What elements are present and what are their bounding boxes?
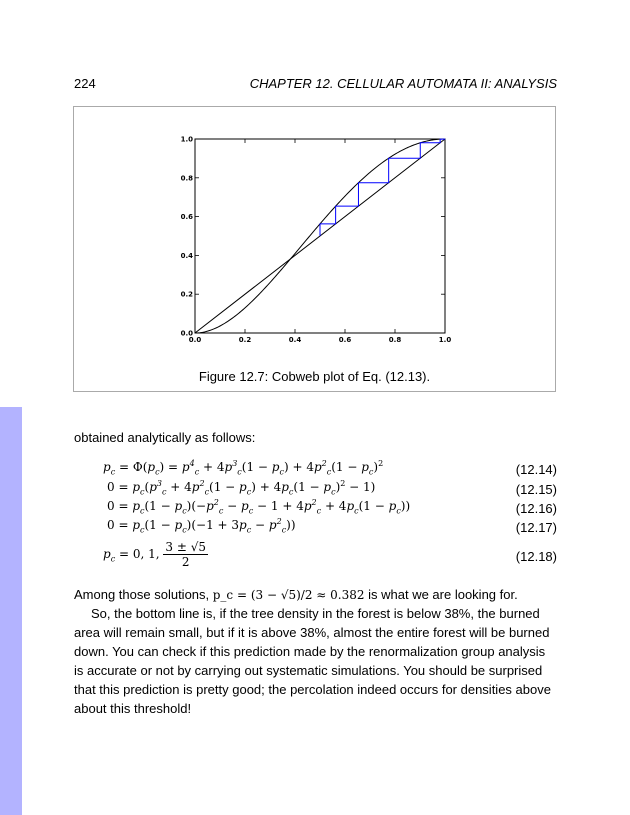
figure (73, 106, 556, 392)
equation-12-18: $p_c = 0$, 1, $\frac{3 \pm √5}{2}$ (103, 540, 206, 569)
equation-12-14: $p_c = \Phi(p_c) = p^4_c + 4p^3_c(1 - p_c) + 4p^2_c(1 - p_c)^2$ (103, 459, 384, 477)
y-tick-label: 0.4 (180, 251, 193, 260)
fraction-numerator: 3 ± √5 (165, 540, 206, 554)
solution-math: p_c = (3 − √5)/2 ≈ 0.382 (212, 588, 365, 602)
page-number: 224 (74, 76, 96, 91)
solution-sentence (74, 585, 558, 605)
fraction (163, 540, 208, 569)
equation-number: (12.15) (515, 482, 557, 497)
sidebar-strip (0, 407, 22, 815)
x-tick-label: 0.2 (238, 336, 252, 344)
x-tick-label: 0.4 (288, 336, 302, 344)
equation-12-17: $0 = p_c(1 - p_c)(-1 + 3p_c - p^2_c)$) (107, 517, 296, 535)
y-tick-label: 0.0 (180, 329, 193, 338)
x-tick-label: 0.6 (338, 336, 352, 344)
chapter-title: CHAPTER 12. CELLULAR AUTOMATA II: ANALYSIS (249, 76, 557, 91)
equation-number: (12.14) (515, 462, 557, 477)
y-tick-label: 0.2 (180, 290, 193, 299)
x-tick-label: 0.0 (188, 336, 202, 344)
fraction-denominator: 2 (181, 555, 190, 569)
conclusion-paragraph: So, the bottom line is, if the tree density in the forest is below 38%, the burned area will remain small, but if it is above 38%, almost the entire forest will be burned down. You can check if this prediction made by the renormalization group analysis is accurate or not by carrying out systematic simulations. You should be surprised that this prediction is pretty good; the percolation indeed occurs for densities above about this threshold! (74, 606, 551, 716)
equation-number: (12.16) (515, 501, 557, 516)
figure-caption: Figure 12.7: Cobweb plot of Eq. (12.13). (198, 369, 431, 384)
solution-post: is what we are looking for. (364, 587, 518, 602)
y-tick-label: 0.8 (180, 174, 193, 183)
intro-text: obtained analytically as follows: (74, 430, 256, 445)
equation-number: (12.17) (515, 520, 557, 535)
y-tick-label: 0.6 (180, 213, 193, 222)
cobweb-chart (74, 107, 557, 357)
y-tick-label: 1.0 (180, 135, 193, 144)
equation-12-15: $0 = p_c(p^3_c + 4p^2_c(1 - p_c) + 4p_c(1 - p_c)^2 - 1)$ (107, 479, 376, 497)
x-tick-label: 1.0 (438, 336, 452, 344)
x-tick-label: 0.8 (388, 336, 402, 344)
equation-12-16: $0 = p_c(1 - p_c)(-p^2_c - p_c - 1 + 4p^2_c + 4p_c(1 - p_c))$ (107, 498, 411, 516)
equation-number: (12.18) (515, 549, 557, 564)
solution-pre: Among those solutions, (74, 587, 213, 602)
